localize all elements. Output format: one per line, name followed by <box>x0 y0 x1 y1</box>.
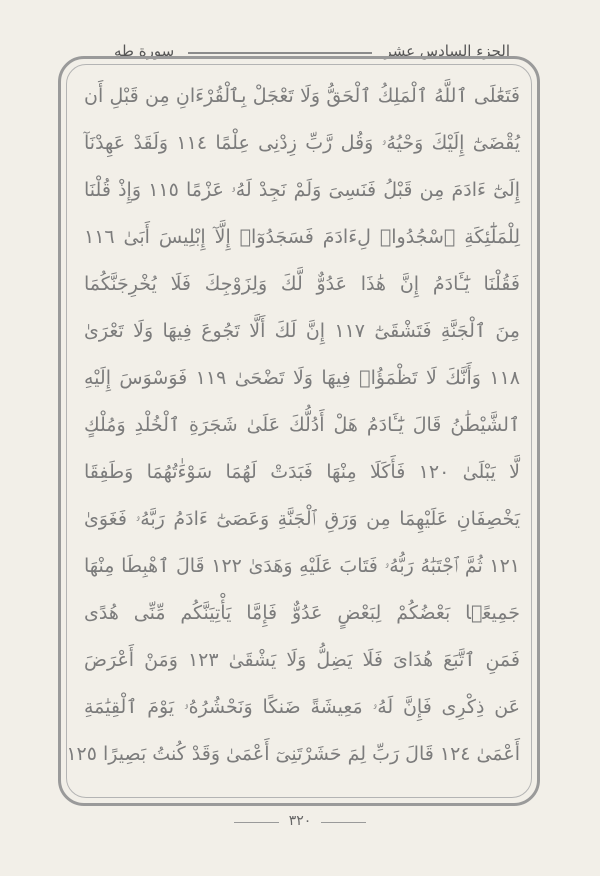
page-number-wrap <box>0 813 600 829</box>
text-line: فَقُلْنَا يَٰٓـَٔادَمُ إِنَّ هَٰذَا عَدُوٌّ لَّكَ وَلِزَوْجِكَ فَلَا يُخْرِجَنَّكُمَا <box>84 273 520 295</box>
text-line: يُقْضَىٰٓ إِلَيْكَ وَحْيُهُۥ وَقُل رَّبِّ زِدْنِى عِلْمًا ١١٤ وَلَقَدْ عَهِدْنَآ <box>84 132 520 154</box>
surah-name: سورة طه <box>114 42 175 60</box>
text-line: ٱلشَّيْطَٰنُ قَالَ يَٰٓـَٔادَمُ هَلْ أَدُلُّكَ عَلَىٰ شَجَرَةِ ٱلْخُلْدِ وَمُلْكٍ <box>84 414 520 436</box>
text-line: ١١٨ وَأَنَّكَ لَا تَظْمَؤُا۟ فِيهَا وَلَا تَضْحَىٰ ١١٩ فَوَسْوَسَ إِلَيْهِ <box>84 367 520 389</box>
text-line: جَمِيعًۢا بَعْضُكُمْ لِبَعْضٍ عَدُوٌّ فَإِمَّا يَأْتِيَنَّكُم مِّنِّى هُدًى <box>84 602 520 624</box>
text-line: فَمَنِ ٱتَّبَعَ هُدَاىَ فَلَا يَضِلُّ وَلَا يَشْقَىٰ ١٢٣ وَمَنْ أَعْرَضَ <box>84 649 520 671</box>
text-line: لِلْمَلَٰٓئِكَةِ ٱسْجُدُوا۟ لِءَادَمَ فَسَجَدُوٓا۟ إِلَّآ إِبْلِيسَ أَبَىٰ ١١٦ <box>84 226 520 248</box>
text-line: يَخْصِفَانِ عَلَيْهِمَا مِن وَرَقِ ٱلْجَنَّةِ وَعَصَىٰٓ ءَادَمُ رَبَّهُۥ فَغَوَىٰ <box>84 508 520 530</box>
text-line: فَتَعَٰلَى ٱللَّهُ ٱلْمَلِكُ ٱلْحَقُّ وَلَا تَعْجَلْ بِٱلْقُرْءَانِ مِن قَبْلِ أَن <box>84 85 520 107</box>
page-number: ٣٢٠ <box>279 813 322 829</box>
text-line: مِنَ ٱلْجَنَّةِ فَتَشْقَىٰٓ ١١٧ إِنَّ لَكَ أَلَّا تَجُوعَ فِيهَا وَلَا تَعْرَىٰ <box>84 320 520 342</box>
text-line: لَّا يَبْلَىٰ ١٢٠ فَأَكَلَا مِنْهَا فَبَدَتْ لَهُمَا سَوْءَٰتُهُمَا وَطَفِقَا <box>84 461 520 483</box>
text-line: ١٢١ ثُمَّ ٱجْتَبَٰهُ رَبُّهُۥ فَتَابَ عَلَيْهِ وَهَدَىٰ ١٢٢ قَالَ ٱهْبِطَا مِنْهَا <box>84 555 521 577</box>
verse-text-block <box>66 76 521 788</box>
text-line: إِلَىٰٓ ءَادَمَ مِن قَبْلُ فَنَسِىَ وَلَمْ نَجِدْ لَهُۥ عَزْمًا ١١٥ وَإِذْ قُلْنَا <box>84 179 521 201</box>
juz-name: الجزء السادس عشر <box>384 42 510 60</box>
header-rule <box>188 52 372 54</box>
text-line: أَعْمَىٰ ١٢٤ قَالَ رَبِّ لِمَ حَشَرْتَنِىٓ أَعْمَىٰ وَقَدْ كُنتُ بَصِيرًا ١٢٥ <box>66 743 520 765</box>
text-line: عَن ذِكْرِى فَإِنَّ لَهُۥ مَعِيشَةً ضَنكًا وَنَحْشُرُهُۥ يَوْمَ ٱلْقِيَٰمَةِ <box>84 696 520 718</box>
